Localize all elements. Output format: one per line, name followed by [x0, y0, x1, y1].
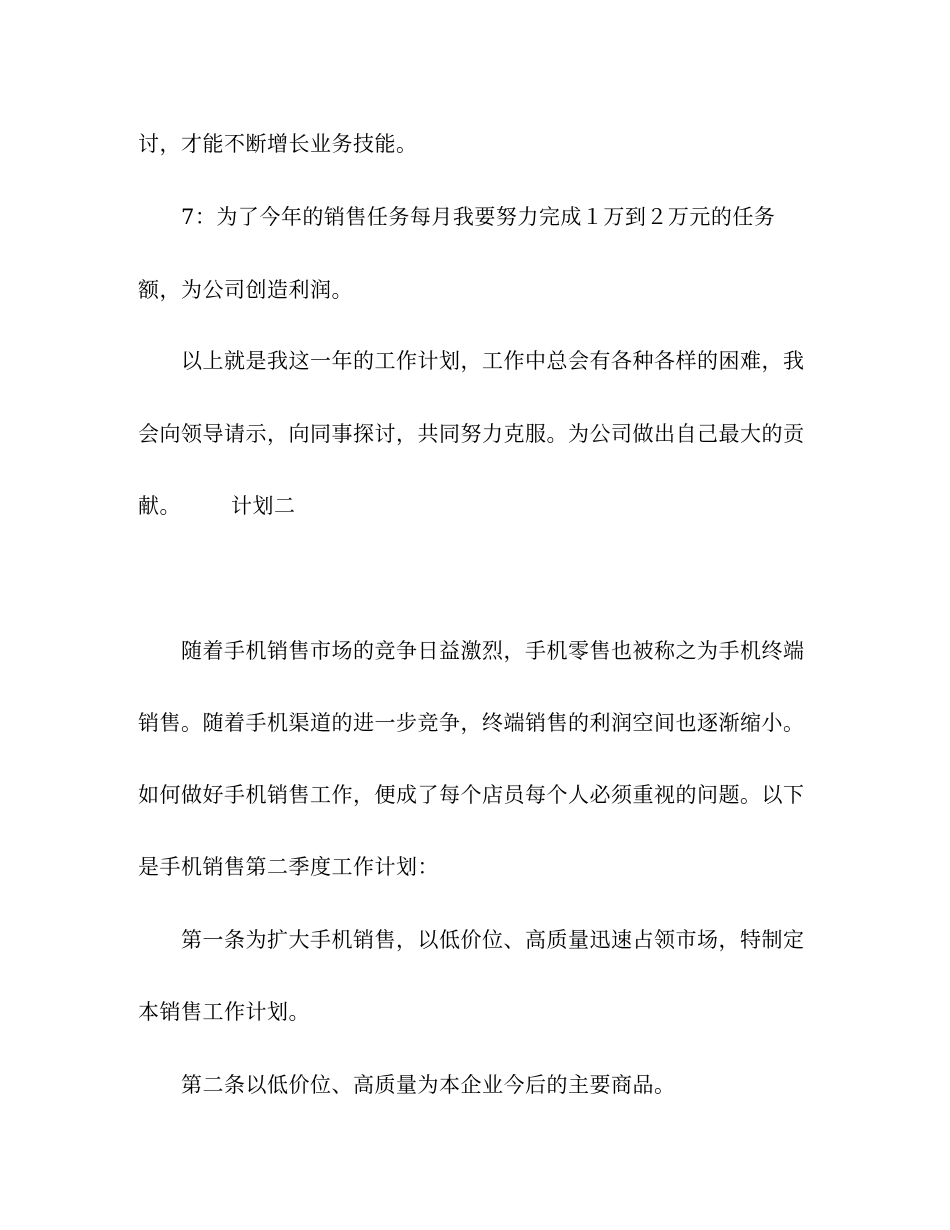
- paragraph-line: 是手机销售第二季度工作计划：: [138, 855, 439, 879]
- section-heading: 计划二: [231, 494, 296, 518]
- paragraph-line: 讨，才能不断增长业务技能。: [138, 132, 418, 156]
- paragraph-line: 以上就是我这一年的工作计划，工作中总会有各种各样的困难，我: [181, 349, 805, 373]
- paragraph-line: 销售。随着手机渠道的进一步竞争，终端销售的利润空间也逐渐缩小。: [138, 711, 805, 735]
- paragraph-end-text: 献。: [138, 494, 181, 518]
- paragraph-line: 额，为公司创造利润。: [138, 278, 353, 302]
- paragraph-line: 本销售工作计划。: [138, 1000, 310, 1024]
- paragraph-line: 会向领导请示，向同事探讨，共同努力克服。为公司做出自己最大的贡: [138, 422, 805, 446]
- paragraph-line: 第一条为扩大手机销售，以低价位、高质量迅速占领市场，特制定: [181, 928, 805, 952]
- paragraph-line: [138, 492, 818, 520]
- paragraph-line: 7：为了今年的销售任务每月我要努力完成１万到２万元的任务: [181, 205, 776, 229]
- paragraph-line: 如何做好手机销售工作，便成了每个店员每个人必须重视的问题。以下: [138, 783, 805, 807]
- paragraph-line: 随着手机销售市场的竞争日益激烈，手机零售也被称之为手机终端: [181, 639, 805, 663]
- paragraph-line: 第二条以低价位、高质量为本企业今后的主要商品。: [181, 1073, 676, 1097]
